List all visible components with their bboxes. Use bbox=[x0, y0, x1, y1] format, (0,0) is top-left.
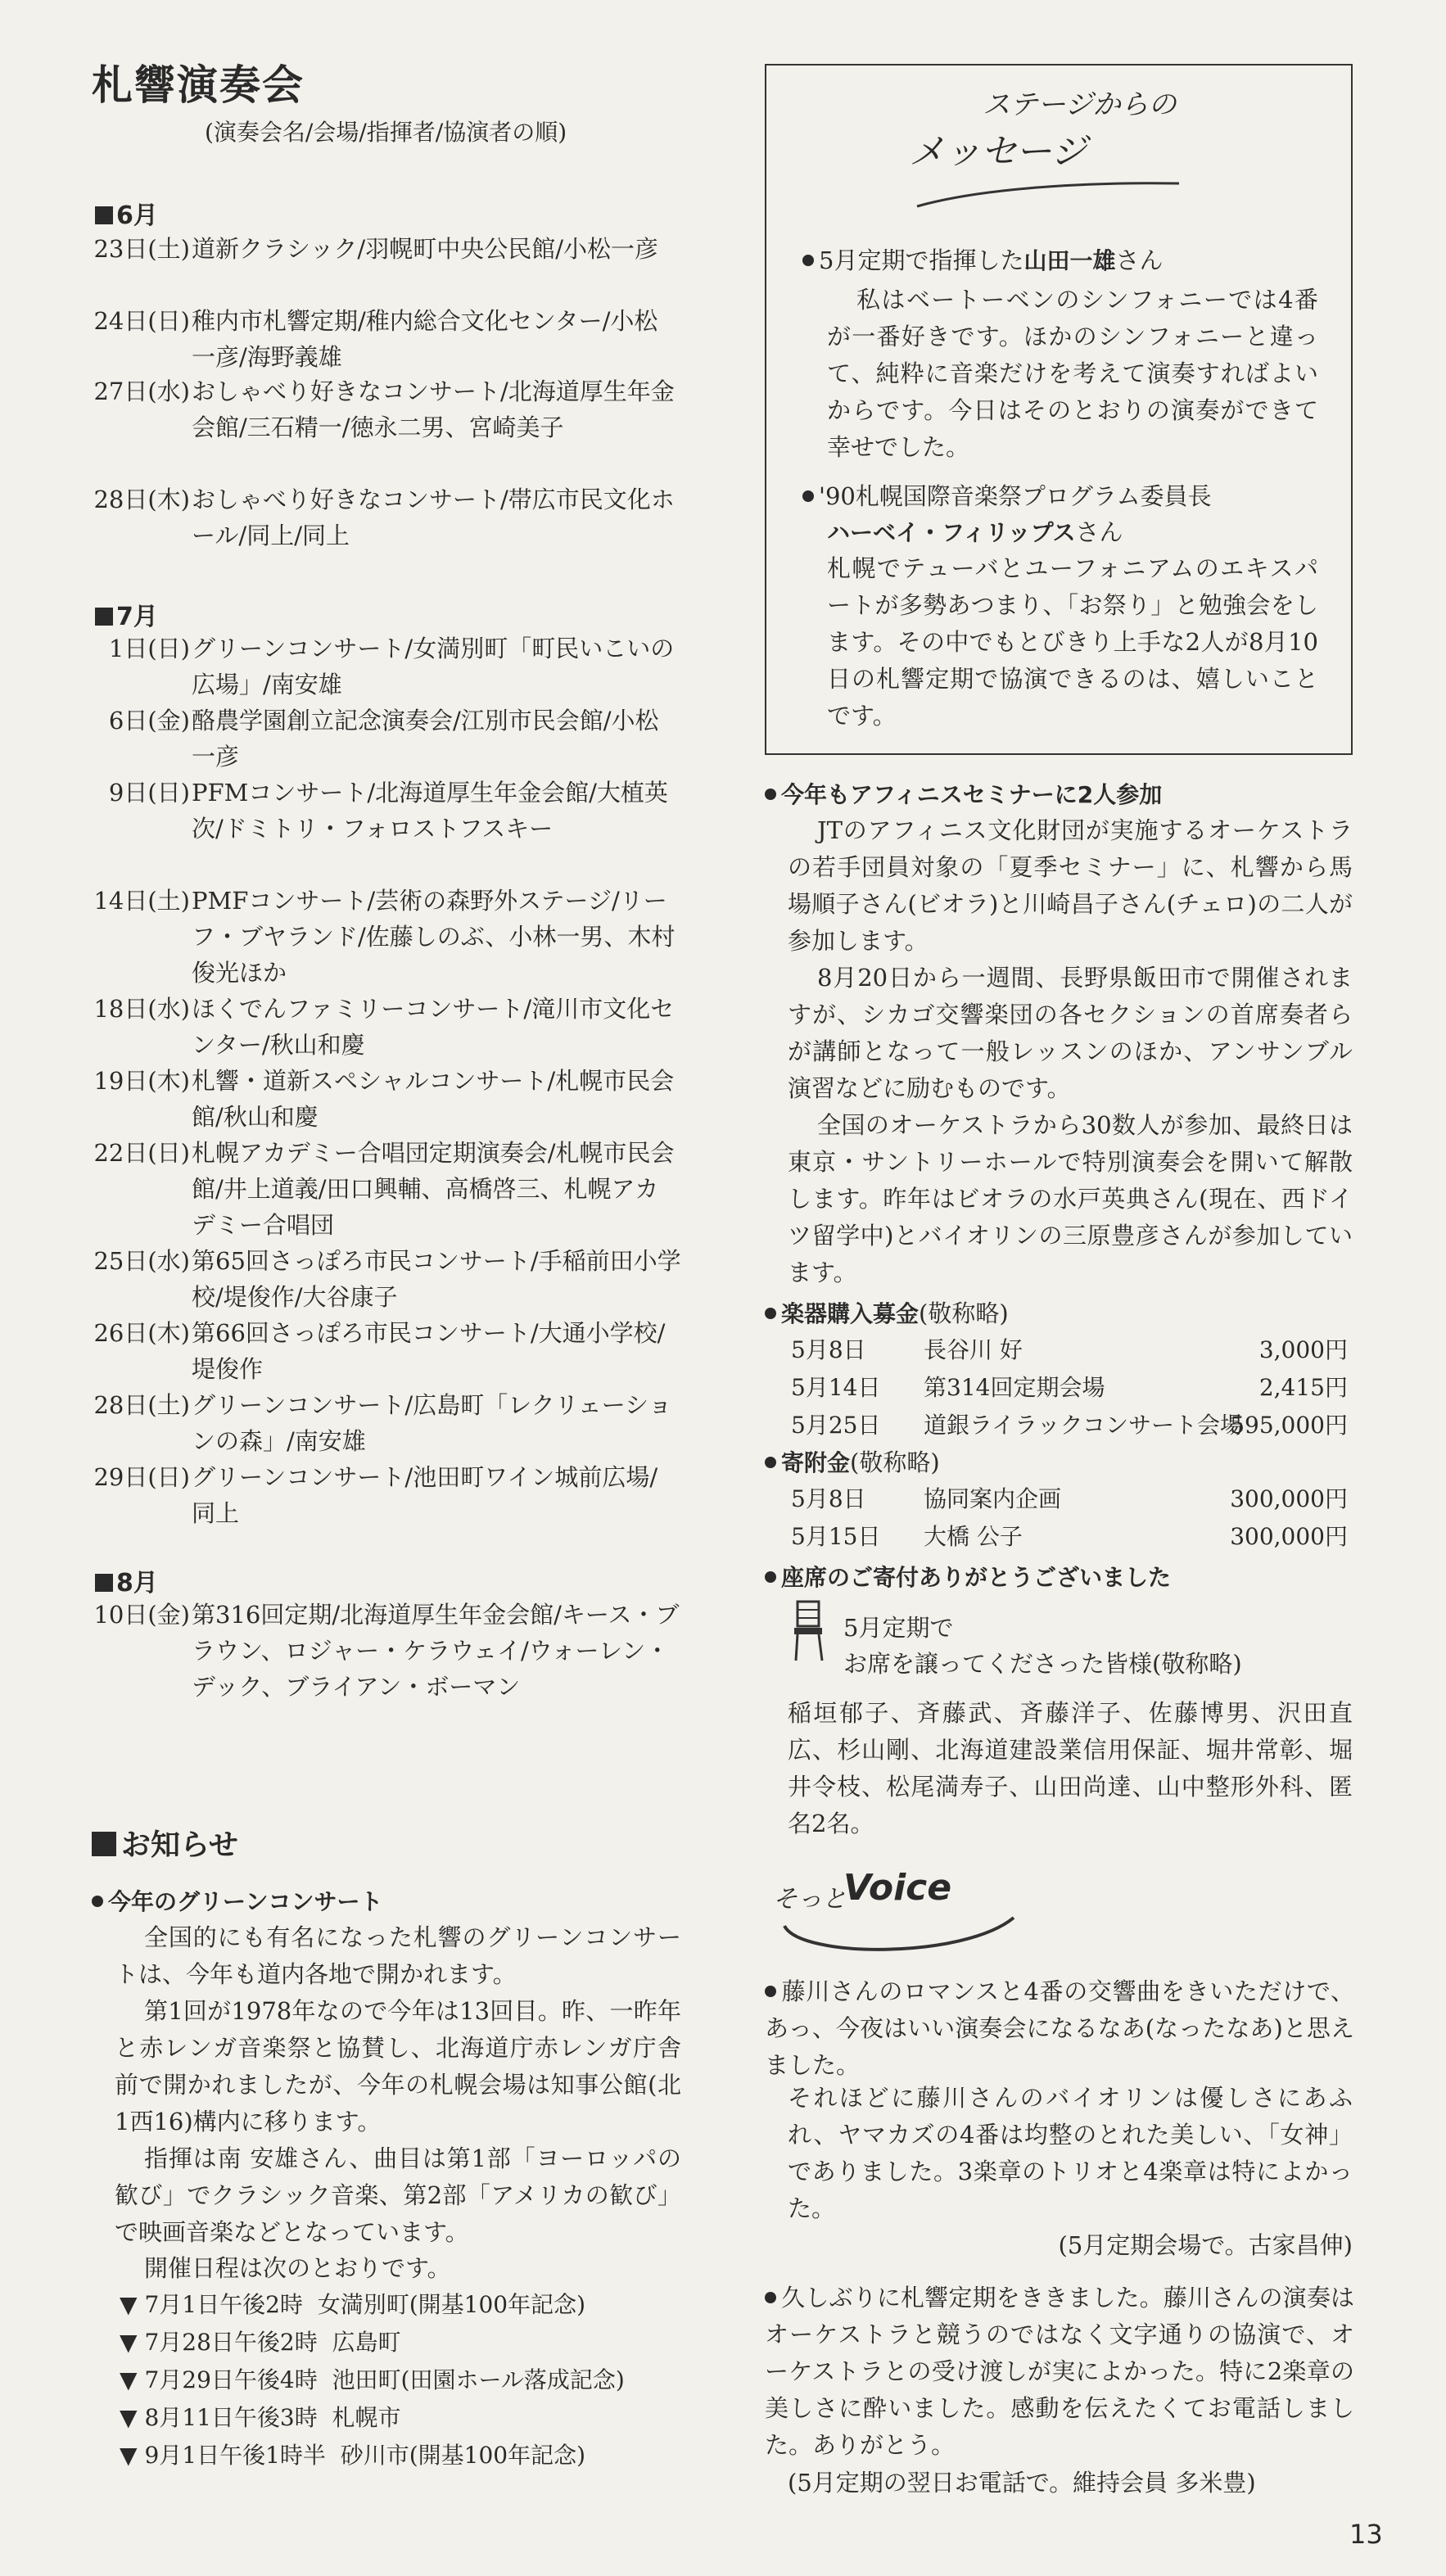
page-subtitle: (演奏会名/会場/指揮者/協演者の順) bbox=[205, 119, 567, 146]
green-concert-title: 今年のグリーンコンサート bbox=[92, 1883, 681, 1920]
green-concert-paragraph: 第1回が1978年なので今年は13回目。昨、一昨年と赤レンガ音楽祭と協賛し、北海道庁赤レンガ庁舎前で開かれましたが、今年の札幌会場は知事公館(北1西16)構内に移ります。 bbox=[115, 1997, 681, 2135]
seats-line: お席を譲ってくださった皆様(敬称略) bbox=[843, 1650, 1242, 1678]
event-item: 9日(日) PFMコンサート/北海道厚生年金会館/大植英次/ドミトリ・フォロストフスキー bbox=[108, 779, 668, 843]
green-concert-paragraph: 全国的にも有名になった札響のグリーンコンサートは、今年も道内各地で開かれます。 bbox=[115, 1923, 681, 1988]
green-concert-paragraph: 開催日程は次のとおりです。 bbox=[144, 2254, 451, 2282]
affinis-title: 今年もアフィニスセミナーに2人参加 bbox=[765, 776, 1354, 813]
page-title: 札響演奏会 bbox=[92, 61, 305, 109]
donations-title: 寄附金(敬称略) bbox=[765, 1444, 1354, 1481]
instrument-fund-title: 楽器購入募金(敬称略) bbox=[765, 1295, 1354, 1332]
month-heading-july: 7月 bbox=[95, 596, 158, 632]
event-item: 14日(土) PMFコンサート/芸術の森野外ステージ/リーフ・ブヤランド/佐藤しのぶ、小林一男、木村俊光ほか bbox=[93, 887, 676, 987]
event-item: 27日(水) おしゃべり好きなコンサート/北海道厚生年金会館/三石精一/徳永二男、宮崎美子 bbox=[93, 377, 675, 441]
dot-bullet-icon bbox=[765, 1457, 776, 1468]
event-item: 28日(木) おしゃべり好きなコンサート/帯広市民文化ホール/同上/同上 bbox=[93, 486, 675, 549]
table-row: 5月15日 大橋 公子 300,000円 bbox=[791, 1523, 1348, 1550]
stage-message-2-body: 札幌でテューバとユーフォニアムのエキスパートが多勢あつまり、「お祭り」と勉強会をします。その中でもとびきり上手な2人が8月10日の札響定期で協演できるのは、嬉しいことです。 bbox=[827, 554, 1318, 730]
event-item: 28日(土) グリーンコンサート/広島町「レクリェーションの森」/南安雄 bbox=[93, 1391, 672, 1455]
stage-message-title: ステージからの メッセージ bbox=[909, 88, 1177, 173]
voice-title-small: そっと bbox=[773, 1885, 847, 1914]
table-row: 5月8日 協同案内企画 300,000円 bbox=[791, 1485, 1348, 1512]
notices-heading: お知らせ bbox=[92, 1822, 238, 1864]
dot-bullet-icon bbox=[802, 255, 814, 266]
voice-signature: (5月定期の翌日お電話で。維持会員 多米豊) bbox=[788, 2469, 1256, 2497]
square-bullet-icon bbox=[95, 1574, 113, 1592]
voice-item-1: 藤川さんのロマンスと4番の交響曲をきいただけで、あっ、今夜はいい演奏会になるなあ(なったなあ)と思えました。 bbox=[765, 1977, 1354, 2079]
dot-bullet-icon bbox=[765, 1308, 776, 1319]
event-item: 25日(水) 第65回さっぽろ市民コンサート/手稲前田小学校/堤俊作/大谷康子 bbox=[93, 1247, 681, 1311]
stage-message-1-body: 私はベートーベンのシンフォニーでは4番が一番好きです。ほかのシンフォニーと違って、純粋に音楽だけを考えて演奏すればよいからです。今日はそのとおりの演奏ができて幸せでした。 bbox=[827, 286, 1318, 461]
affinis-paragraph: 全国のオーケストラから30数人が参加、最終日は東京・サントリーホールで特別演奏会を開いて解散します。昨年はビオラの水戸英典さん(現在、西ドイツ留学中)とバイオリンの三原豊彦さんが参加しています。 bbox=[788, 1111, 1353, 1286]
schedule-row: ▼ 7月1日午後2時 女満別町(開基100年記念) bbox=[120, 2291, 585, 2318]
voice-item-2: 久しぶりに札響定期をききました。藤川さんの演奏はオーケストラと競うのではなく文字通りの協演で、オーケストラとの受け渡しが実によかった。特に2楽章の美しさに酔いました。感動を伝えたくてお電話しました。ありがとう。 bbox=[765, 2284, 1354, 2459]
event-item: 6日(金) 酪農学園創立記念演奏会/江別市民会館/小松一彦 bbox=[108, 707, 659, 771]
dot-bullet-icon bbox=[765, 2292, 776, 2303]
schedule-row: ▼ 8月11日午後3時 札幌市 bbox=[120, 2404, 401, 2431]
dot-bullet-icon bbox=[765, 789, 776, 800]
table-row: 5月25日 道銀ライラックコンサート会場 595,000円 bbox=[791, 1412, 1348, 1439]
schedule-row: ▼ 9月1日午後1時半 砂川市(開基100年記念) bbox=[120, 2442, 585, 2469]
month-heading-august: 8月 bbox=[95, 1562, 158, 1598]
event-item: 23日(土) 道新クラシック/羽幌町中央公民館/小松一彦 bbox=[93, 235, 658, 263]
dot-bullet-icon bbox=[802, 490, 814, 502]
month-heading-june: 6月 bbox=[95, 195, 158, 231]
instrument-fund-table bbox=[791, 1331, 1348, 1444]
dot-bullet-icon bbox=[765, 1571, 776, 1583]
event-item: 18日(水) ほくでんファミリーコンサート/滝川市文化センター/秋山和慶 bbox=[93, 995, 675, 1059]
event-item: 10日(金) 第316回定期/北海道厚生年金会館/キース・ブラウン、ロジャー・ケラウェイ/ウォーレン・デック、ブライアン・ボーマン bbox=[93, 1601, 680, 1701]
stage-message-1-heading: 5月定期で指揮した山田一雄さん bbox=[802, 242, 1326, 279]
affinis-paragraph: 8月20日から一週間、長野県飯田市で開催されますが、シカゴ交響楽団の各セクションの首席奏者らが講師となって一般レッスンのほか、アンサンブル演習などに励むものです。 bbox=[788, 964, 1353, 1102]
schedule-row: ▼ 7月28日午後2時 広島町 bbox=[120, 2329, 401, 2356]
voice-signature: (5月定期会場で。古家昌伸) bbox=[1058, 2231, 1353, 2259]
page-number: 13 bbox=[1349, 2519, 1383, 2550]
seats-line: 5月定期で bbox=[843, 1614, 954, 1642]
square-bullet-icon bbox=[95, 206, 113, 224]
event-item: 19日(木) 札響・道新スペシャルコンサート/札幌市民会館/秋山和慶 bbox=[93, 1067, 675, 1131]
green-concert-paragraph: 指揮は南 安雄さん、曲目は第1部「ヨーロッパの歓び」でクラシック音楽、第2部「アメリカの歓び」で映画音楽などとなっています。 bbox=[115, 2144, 681, 2246]
event-item: 29日(日) グリーンコンサート/池田町ワイン城前広場/同上 bbox=[93, 1463, 658, 1527]
dot-bullet-icon bbox=[92, 1896, 103, 1907]
table-row: 5月14日 第314回定期会場 2,415円 bbox=[791, 1374, 1348, 1401]
stage-message-2-name: ハーベイ・フィリップスさん bbox=[827, 518, 1123, 546]
dot-bullet-icon bbox=[765, 1986, 776, 1997]
affinis-paragraph: JTのアフィニス文化財団が実施するオーケストラの若手団員対象の「夏季セミナー」に、札響から馬場順子さん(ビオラ)と川崎昌子さん(チェロ)の二人が参加します。 bbox=[788, 816, 1353, 955]
event-item: 24日(日) 稚内市札響定期/稚内総合文化センター/小松一彦/海野義雄 bbox=[93, 307, 658, 371]
donations-table bbox=[791, 1480, 1348, 1556]
event-item: 22日(日) 札幌アカデミー合唱団定期演奏会/札幌市民会館/井上道義/田口興輔、高橋啓三、札幌アカデミー合唱団 bbox=[93, 1139, 675, 1239]
event-item: 1日(日) グリーンコンサート/女満別町「町民いこいの広場」/南安雄 bbox=[108, 635, 675, 698]
seats-names: 稲垣郁子、斉藤武、斉藤洋子、佐藤博男、沢田直広、杉山剛、北海道建設業信用保証、堀井常彰、堀井令枝、松尾満寿子、山田尚達、山中整形外科、匿名2名。 bbox=[788, 1699, 1353, 1837]
chair-icon bbox=[791, 1598, 827, 1664]
schedule-row: ▼ 7月29日午後4時 池田町(田園ホール落成記念) bbox=[120, 2366, 625, 2393]
event-item: 26日(木) 第66回さっぽろ市民コンサート/大通小学校/堤俊作 bbox=[93, 1319, 666, 1383]
square-bullet-icon bbox=[92, 1832, 116, 1856]
square-bullet-icon bbox=[95, 608, 113, 626]
voice-title: Voice bbox=[843, 1867, 952, 1909]
green-concert-schedule bbox=[120, 2286, 693, 2474]
table-row: 5月8日 長谷川 好 3,000円 bbox=[791, 1336, 1348, 1363]
flourish-decoration bbox=[909, 174, 1187, 215]
seats-title: 座席のご寄付ありがとうございました bbox=[765, 1559, 1354, 1596]
stage-message-2-intro: '90札幌国際音楽祭プログラム委員長 bbox=[802, 478, 1326, 515]
voice-item-1-cont: それほどに藤川さんのバイオリンは優しさにあふれ、ヤマカズの4番は均整のとれた美しい、「女神」でありました。3楽章のトリオと4楽章は特によかった。 bbox=[788, 2084, 1353, 2222]
